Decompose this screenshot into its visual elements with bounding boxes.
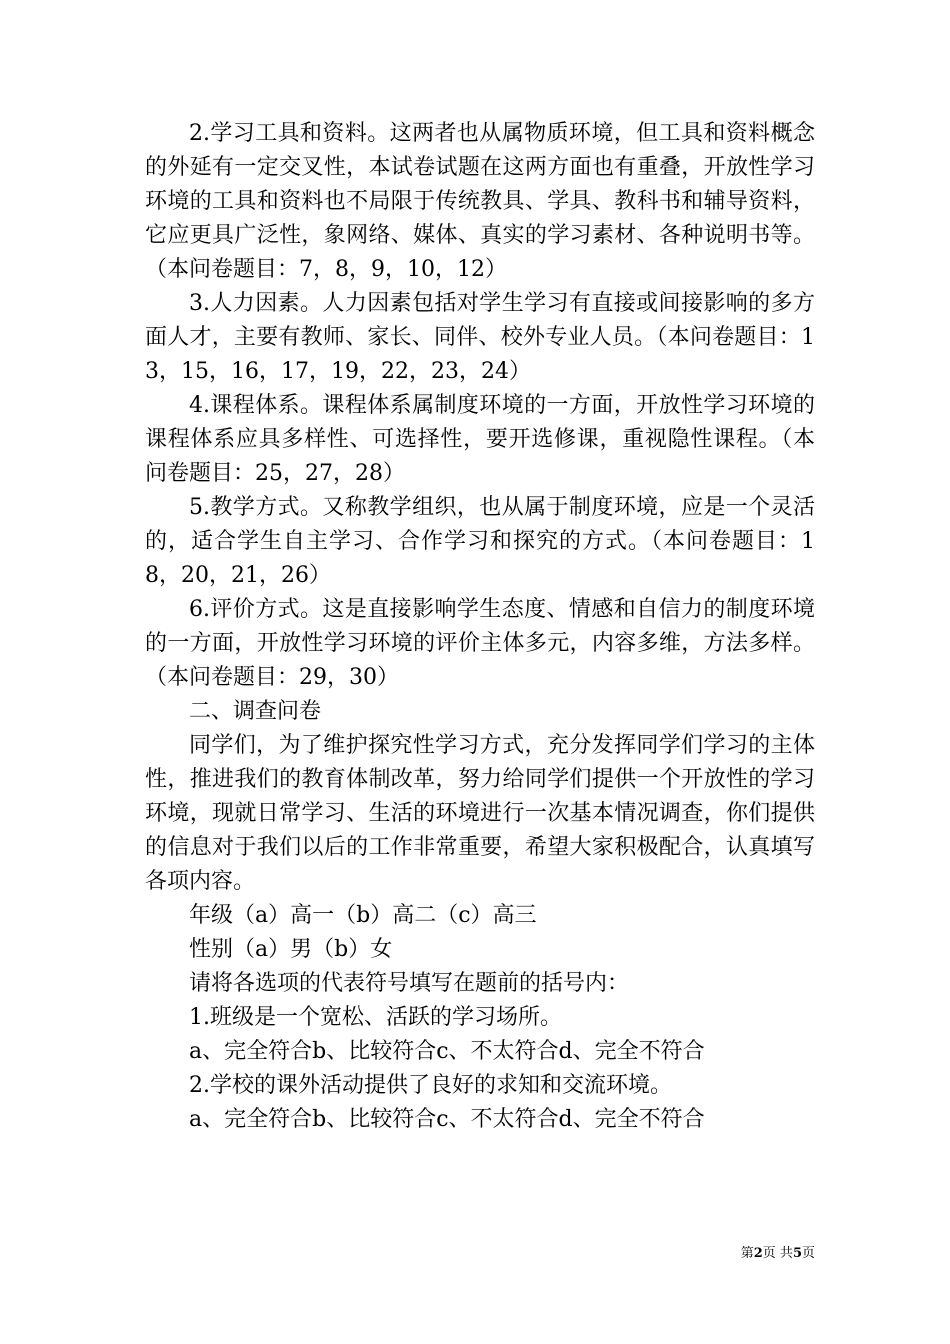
section-heading-questionnaire: 二、调查问卷 [189, 699, 322, 724]
footer-middle: 页 共 [762, 1246, 793, 1261]
gender-options: 性别（a）男（b）女 [189, 937, 393, 962]
question-1: 1.班级是一个宽松、活跃的学习场所。 [189, 1005, 562, 1030]
page-number-footer [700, 1246, 815, 1262]
paragraph-teaching-method: 5.教学方式。又称教学组织，也从属于制度环境，应是一个灵活的，适合学生自主学习、合作学习和探究的方式。（本问卷题目：18，20，21，26） [145, 495, 815, 588]
paragraph-questionnaire-intro: 同学们，为了维护探究性学习方式，充分发挥同学们学习的主体性，推进我们的教育体制改革，努力给同学们提供一个开放性的学习环境，现就日常学习、生活的环境进行一次基本情况调查，你们提供的信息对于我们以后的工作非常重要，希望大家积极配合，认真填写各项内容。 [145, 733, 815, 894]
question-2-options: a、完全符合b、比较符合c、不太符合d、完全不符合 [189, 1107, 705, 1132]
question-1-options: a、完全符合b、比较符合c、不太符合d、完全不符合 [189, 1039, 705, 1064]
paragraph-human-factors: 3.人力因素。人力因素包括对学生学习有直接或间接影响的多方面人才，主要有教师、家长、同伴、校外专业人员。（本问卷题目：13，15，16，17，19，22，23，24） [145, 291, 815, 384]
grade-options: 年级（a）高一（b）高二（c）高三 [189, 903, 537, 928]
question-2: 2.学校的课外活动提供了良好的求知和交流环境。 [189, 1073, 672, 1098]
paragraph-curriculum-system: 4.课程体系。课程体系属制度环境的一方面，开放性学习环境的课程体系应具多样性、可选择性，要开选修课，重视隐性课程。（本问卷题目：25，27，28） [145, 393, 815, 486]
document-body [145, 117, 815, 1137]
total-page-number: 5 [792, 1246, 802, 1261]
current-page-number: 2 [753, 1246, 763, 1261]
paragraph-evaluation-method: 6.评价方式。这是直接影响学生态度、情感和自信力的制度环境的一方面，开放性学习环境的评价主体多元，内容多维，方法多样。（本问卷题目：29，30） [145, 597, 815, 690]
instruction-text: 请将各选项的代表符号填写在题前的括号内： [189, 971, 630, 996]
footer-prefix: 第 [740, 1246, 754, 1261]
paragraph-learning-tools: 2.学习工具和资料。这两者也从属物质环境，但工具和资料概念的外延有一定交叉性，本试卷试题在这两方面也有重叠，开放性学习环境的工具和资料也不局限于传统教具、学具、教科书和辅导资料，它应更具广泛性，象网络、媒体、真实的学习素材、各种说明书等。（本问卷题目：7，8，9，10，12） [145, 121, 815, 282]
footer-suffix: 页 [801, 1246, 815, 1261]
